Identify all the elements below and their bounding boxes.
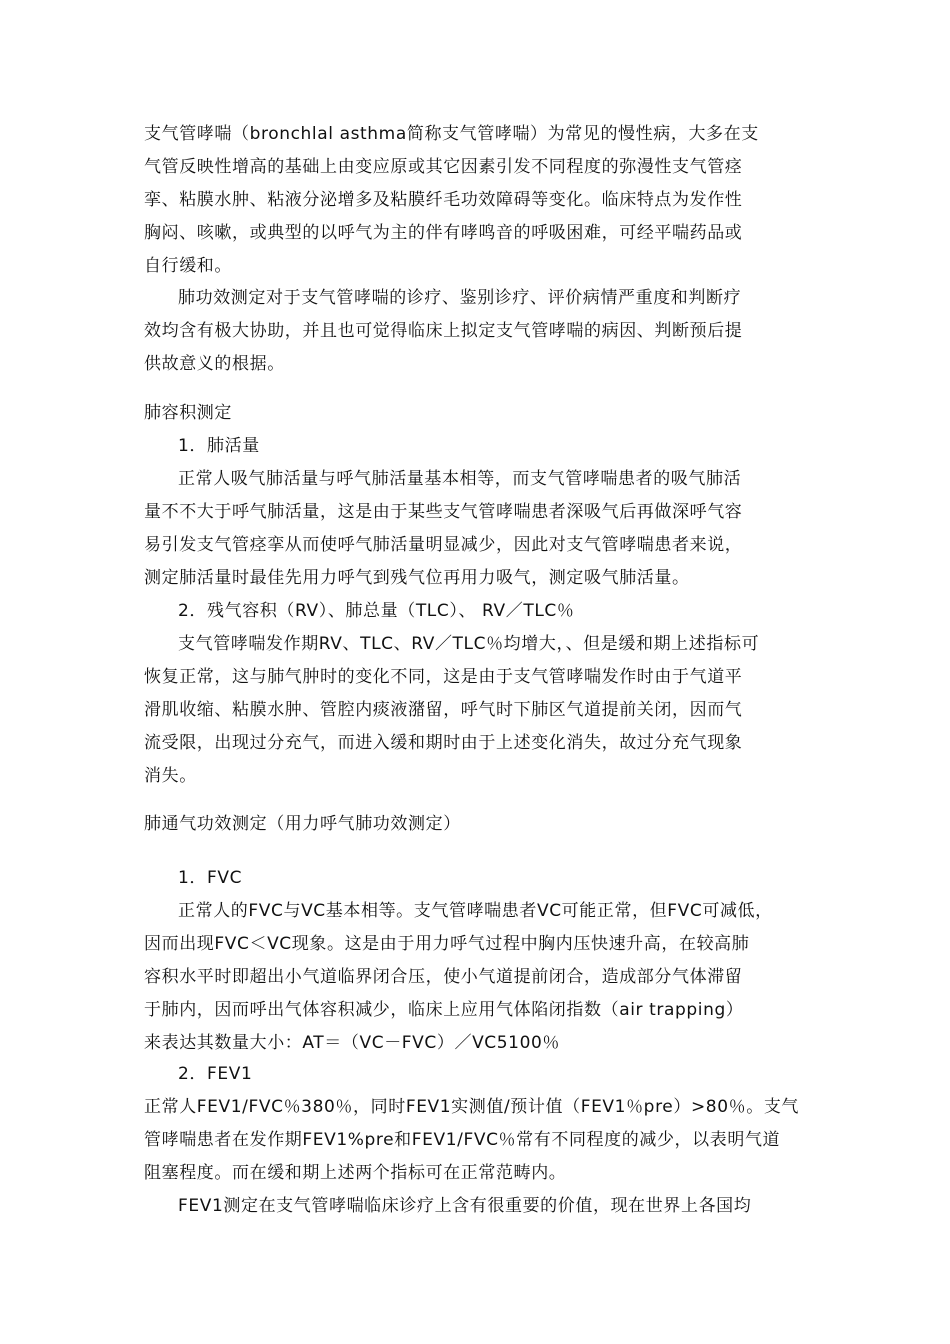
paragraph-line: 肺功效测定对于支气管哮喘的诊疗、鉴别诊疗、评价病情严重度和判断疗 (178, 288, 742, 308)
paragraph-line: 容积水平时即超出小气道临界闭合压，使小气道提前闭合，造成部分气体滞留 (144, 967, 743, 987)
item-heading-vital-capacity: 1．肺活量 (178, 436, 260, 456)
paragraph-line: FEV1测定在支气管哮喘临床诊疗上含有很重要的价值，现在世界上各国均 (178, 1196, 752, 1216)
paragraph-line: 挛、粘膜水肿、粘液分泌增多及粘膜纤毛功效障碍等变化。临床特点为发作性 (144, 190, 743, 210)
paragraph-line: 正常人FEV1/FVC％380％，同时FEV1实测值/预计值（FEV1％pre）>80％。支气 (144, 1097, 800, 1117)
item-heading-fev1: 2．FEV1 (178, 1064, 253, 1084)
section-heading-lung-volume: 肺容积测定 (144, 403, 232, 423)
fev1-paragraph (144, 1091, 804, 1223)
paragraph-line: 气管反映性增高的基础上由变应原或其它因素引发不同程度的弥漫性支气管痉 (144, 157, 743, 177)
paragraph-line: 因而出现FVC＜VC现象。这是由于用力呼气过程中胸内压快速升高，在较高肺 (144, 934, 750, 954)
paragraph-line: 供故意义的根据。 (144, 354, 285, 374)
paragraph-line: 阻塞程度。而在缓和期上述两个指标可在正常范畴内。 (144, 1163, 567, 1183)
section-heading-ventilation: 肺通气功效测定（用力呼气肺功效测定） (144, 814, 461, 834)
paragraph-line: 来表达其数量大小：AT＝（VC－FVC）／VC5100％ (144, 1033, 561, 1053)
item-heading-residual-volume: 2．残气容积（RV）、肺总量（TLC）、 RV／TLC％ (178, 601, 575, 621)
paragraph-line: 流受限，出现过分充气，而进入缓和期时由于上述变化消失，故过分充气现象 (144, 733, 743, 753)
purpose-paragraph (144, 282, 804, 381)
item-heading-fvc: 1．FVC (178, 868, 243, 888)
paragraph-line: 恢复正常，这与肺气肿时的变化不同，这是由于支气管哮喘发作时由于气道平 (144, 667, 743, 687)
paragraph-line: 效均含有极大协助，并且也可觉得临床上拟定支气管哮喘的病因、判断预后提 (144, 321, 743, 341)
intro-paragraph (144, 118, 804, 283)
fvc-paragraph (144, 895, 804, 1060)
paragraph-line: 自行缓和。 (144, 256, 232, 276)
paragraph-line: 支气管哮喘发作期RV、TLC、RV／TLC％均增大，、但是缓和期上述指标可 (178, 634, 760, 654)
paragraph-line: 量不不大于呼气肺活量，这是由于某些支气管哮喘患者深吸气后再做深呼气容 (144, 502, 743, 522)
paragraph-line: 正常人吸气肺活量与呼气肺活量基本相等，而支气管哮喘患者的吸气肺活 (178, 469, 742, 489)
paragraph-line: 于肺内，因而呼出气体容积减少，临床上应用气体陷闭指数（air trapping） (144, 1000, 744, 1020)
paragraph-line: 支气管哮喘（bronchlal asthma简称支气管哮喘）为常见的慢性病，大多在支 (144, 124, 759, 144)
paragraph-line: 正常人的FVC与VC基本相等。支气管哮喘患者VC可能正常，但FVC可减低， (178, 901, 773, 921)
paragraph-line: 易引发支气管痉挛从而使呼气肺活量明显减少，因此对支气管哮喘患者来说， (144, 535, 743, 555)
paragraph-line: 胸闷、咳嗽，或典型的以呼气为主的伴有哮鸣音的呼吸困难，可经平喘药品或 (144, 223, 743, 243)
paragraph-line: 滑肌收缩、粘膜水肿、管腔内痰液潴留，呼气时下肺区气道提前关闭，因而气 (144, 700, 743, 720)
residual-volume-paragraph (144, 628, 804, 793)
vital-capacity-paragraph (144, 463, 804, 595)
paragraph-line: 消失。 (144, 766, 197, 786)
paragraph-line: 测定肺活量时最佳先用力呼气到残气位再用力吸气，测定吸气肺活量。 (144, 568, 690, 588)
paragraph-line: 管哮喘患者在发作期FEV1%pre和FEV1/FVC％常有不同程度的减少，以表明气道 (144, 1130, 781, 1150)
